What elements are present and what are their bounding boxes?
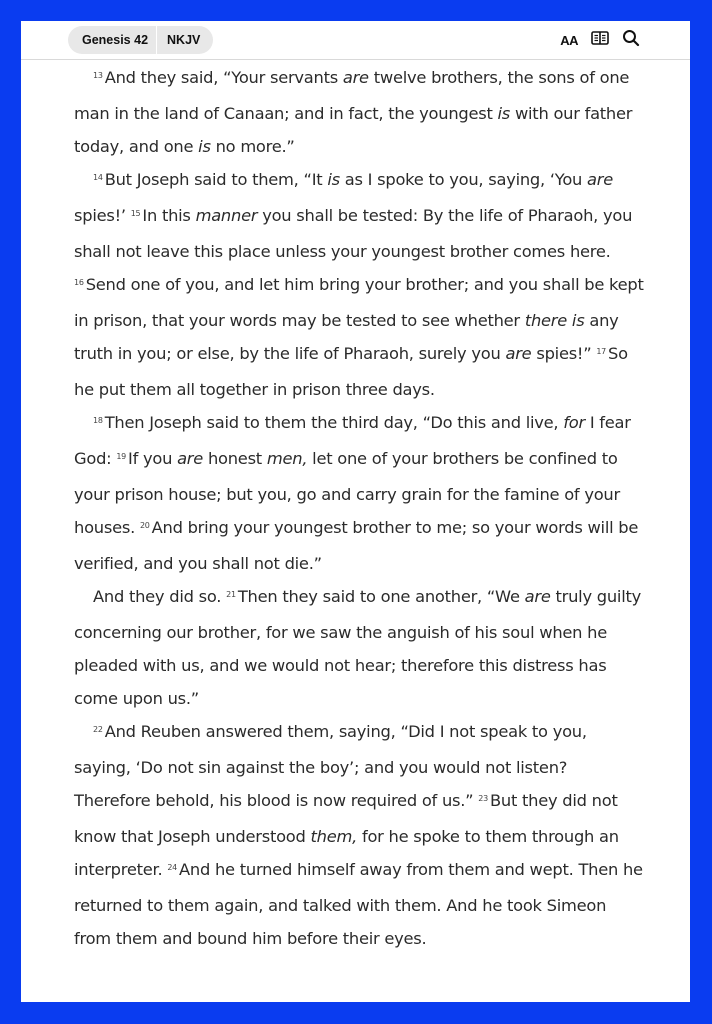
verse-text: for he spoke to them through an interpreter. bbox=[74, 827, 619, 879]
verse-text: with our father today, and one bbox=[74, 104, 633, 156]
verse-number[interactable]: 15 bbox=[130, 209, 141, 218]
top-bar bbox=[21, 21, 690, 60]
supplied-word: are bbox=[505, 344, 532, 363]
verse-text: Then Joseph said to them the third day, “Do this and live, bbox=[104, 413, 564, 432]
supplied-word: there is bbox=[524, 311, 585, 330]
verse-text: spies!” bbox=[531, 344, 597, 363]
verse-text: So he put them all together in prison three days. bbox=[74, 344, 628, 399]
verse-number[interactable]: 18 bbox=[93, 416, 103, 425]
version-button[interactable]: NKJV bbox=[167, 33, 201, 47]
verse-number[interactable]: 22 bbox=[93, 725, 103, 734]
toolbar bbox=[560, 29, 640, 51]
supplied-word: men, bbox=[266, 449, 308, 468]
verse-number[interactable]: 13 bbox=[93, 71, 103, 80]
verse-number[interactable]: 14 bbox=[93, 173, 103, 182]
supplied-word: is bbox=[198, 137, 211, 156]
verse-text: But Joseph said to them, “It bbox=[104, 170, 328, 189]
supplied-word: is bbox=[497, 104, 511, 123]
paragraph bbox=[74, 61, 644, 163]
verse-text: any truth in you; or else, by the life of Pharaoh, surely you bbox=[74, 311, 619, 363]
supplied-word: are bbox=[587, 170, 613, 189]
verse-text: And he turned himself away from them and wept. Then he returned to them again, and talked with them. And he took Simeon from them and bound him before their eyes. bbox=[74, 860, 643, 948]
verse-text: But they did not know that Joseph understood bbox=[74, 791, 618, 846]
verse-number[interactable]: 20 bbox=[139, 521, 150, 530]
supplied-word: for bbox=[563, 413, 585, 432]
verse-text: you shall be tested: By the life of Pharaoh, you shall not leave this place unless your youngest brother comes here. bbox=[74, 206, 633, 261]
verse-text: Then they said to one another, “We bbox=[237, 587, 525, 606]
paragraph bbox=[74, 715, 644, 955]
supplied-word: them, bbox=[310, 827, 358, 846]
verse-text: as I spoke to you, saying, ‘You bbox=[339, 170, 588, 189]
verse-text: honest bbox=[203, 449, 267, 468]
supplied-word: are bbox=[177, 449, 204, 468]
verse-text: Send one of you, and let him bring your brother; and you shall be kept in prison, that your words may be tested to see whether bbox=[74, 275, 644, 330]
verse-text: And they said, “Your servants bbox=[104, 68, 343, 87]
supplied-word: are bbox=[342, 68, 369, 87]
supplied-word: are bbox=[524, 587, 551, 606]
verse-number[interactable]: 24 bbox=[167, 863, 178, 872]
font-size-icon[interactable]: AA bbox=[560, 32, 578, 48]
passage-selector bbox=[68, 26, 213, 54]
verse-number[interactable]: 19 bbox=[116, 452, 127, 461]
verse-text: truly guilty concerning our brother, for we saw the anguish of his soul when he pleaded with us, and we would not hear; therefore this distress has come upon us.” bbox=[74, 587, 641, 708]
verse-number[interactable]: 23 bbox=[478, 794, 488, 803]
search-icon[interactable] bbox=[622, 29, 640, 52]
verse-number[interactable]: 21 bbox=[226, 590, 236, 599]
paragraph bbox=[74, 406, 644, 580]
verse-text: let one of your brothers be confined to your prison house; but you, go and carry grain for the famine of your houses. bbox=[74, 449, 620, 537]
verse-text: If you bbox=[128, 449, 178, 468]
chapter-button[interactable]: Genesis 42 bbox=[82, 33, 149, 47]
scripture-text bbox=[74, 61, 644, 955]
supplied-word: is bbox=[327, 170, 340, 189]
verse-text: twelve brothers, the sons of one man in the land of Canaan; and in fact, the youngest bbox=[74, 68, 630, 123]
verse-text: And Reuben answered them, saying, “Did I not speak to you, saying, ‘Do not sin against the boy’; and you would not listen? Therefore behold, his blood is now required of us.” bbox=[74, 722, 587, 810]
verse-text: And bring your youngest brother to me; so your words will be verified, and you shall not die.” bbox=[74, 518, 639, 573]
paragraph bbox=[74, 580, 644, 715]
verse-number[interactable]: 17 bbox=[596, 347, 607, 356]
paragraph bbox=[74, 163, 644, 406]
verse-number[interactable]: 16 bbox=[74, 278, 84, 287]
supplied-word: manner bbox=[195, 206, 258, 225]
verse-text: I fear God: bbox=[74, 413, 631, 468]
book-icon[interactable] bbox=[591, 31, 609, 50]
verse-text: spies!’ bbox=[74, 206, 131, 225]
verse-text: In this bbox=[142, 206, 196, 225]
verse-text: no more.” bbox=[210, 137, 295, 156]
verse-text: And they did so. bbox=[93, 587, 227, 606]
reader-window bbox=[21, 21, 690, 1002]
